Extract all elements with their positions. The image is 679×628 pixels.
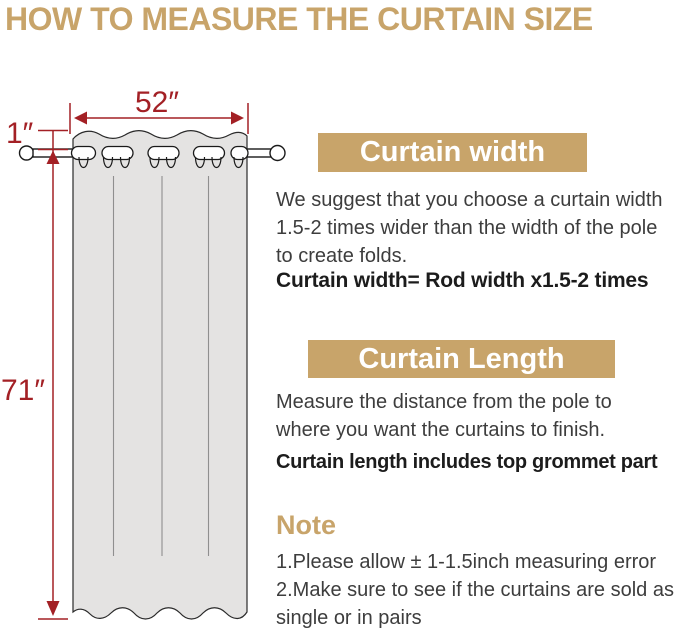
grommet-slot bbox=[148, 147, 179, 160]
curtain-width-formula: Curtain width= Rod width x1.5-2 times bbox=[276, 269, 649, 292]
arrow-down-icon bbox=[47, 601, 60, 616]
curtain-length-body: Measure the distance from the pole to where you want the curtains to finish. bbox=[276, 391, 612, 441]
curtain-length-formula: Curtain length includes top grommet part bbox=[276, 451, 658, 473]
note-item: 2.Make sure to see if the curtains are sold as single or in pairs bbox=[276, 579, 674, 628]
grommet-slot bbox=[102, 147, 133, 160]
width-label: 52″ bbox=[135, 86, 179, 119]
length-label: 71″ bbox=[1, 374, 45, 407]
rod-finial-right bbox=[270, 146, 285, 161]
grommet-label: 1″ bbox=[6, 117, 34, 150]
rod-bar-right bbox=[245, 149, 271, 157]
note-heading: Note bbox=[276, 510, 336, 540]
curtain-width-heading: Curtain width bbox=[318, 133, 587, 172]
note-list bbox=[276, 548, 678, 628]
width-measurement bbox=[70, 86, 248, 134]
arrow-right-icon bbox=[231, 112, 244, 125]
arrow-left-icon bbox=[74, 112, 87, 125]
length-measurement bbox=[1, 131, 68, 620]
curtain-panel bbox=[73, 131, 247, 619]
curtain-width-body: We suggest that you choose a curtain width 1.5-2 times wider than the width of the pole to create folds. bbox=[276, 189, 663, 267]
page-title: HOW TO MEASURE THE CURTAIN SIZE bbox=[5, 1, 593, 37]
curtain-length-heading: Curtain Length bbox=[308, 340, 615, 378]
grommet-slot bbox=[72, 147, 96, 160]
note-item: 1.Please allow ± 1-1.5inch measuring error bbox=[276, 551, 657, 573]
grommet-slot bbox=[194, 147, 225, 160]
